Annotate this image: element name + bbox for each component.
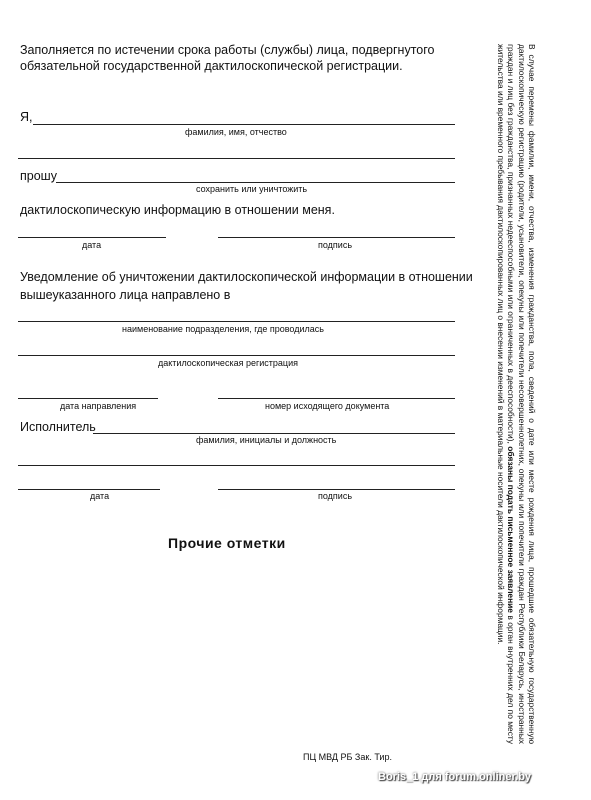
intro-line-2: обязательной государственной дактилоскопической регистрации. [20,59,403,73]
print-footer: ПЦ МВД РБ Зак. Тир. [303,752,392,762]
executor-date-line[interactable] [18,489,160,490]
executor-prefix: Исполнитель [20,420,96,434]
notice-doc-number-line[interactable] [218,398,455,399]
executor-name-caption: фамилия, инициалы и должность [196,435,337,445]
intro-line-1: Заполняется по истечении срока работы (службы) лица, подвергнутого [20,43,435,57]
notice-line-2: вышеуказанного лица направлено в [20,288,231,302]
executor-signature-line[interactable] [218,489,455,490]
other-marks-heading: Прочие отметки [168,535,286,551]
notice-send-date-caption: дата направления [60,401,137,411]
notice-unit-caption: наименование подразделения, где проводилась [122,324,324,334]
request-date-line[interactable] [18,237,166,238]
request-text: дактилоскопическую информацию в отношении меня. [20,203,335,217]
request-signature-caption: подпись [318,240,353,250]
applicant-name-caption: фамилия, имя, отчество [185,127,287,137]
notice-registration-caption: дактилоскопическая регистрация [158,358,298,368]
side-note-part-1: В случае перемены фамилии, имени, отчества, изменения гражданства, пола, сведений о дате или месте рождения лица, прошедшие обязательную государственную дактилоскопическую регистрацию (родители, усыновители, опекуны или попечители несовершеннолетних, опекуны или попечители граждан Республики Беларусь, иностранных граждан и лиц без гражданства, признанных недееспособными или ограниченных в дееспособности), [506,44,537,744]
applicant-prefix: Я, [20,110,33,124]
executor-signature-caption: подпись [318,491,353,501]
request-action-caption: сохранить или уничтожить [196,184,308,194]
notice-doc-number-caption: номер исходящего документа [265,401,390,411]
request-prefix: прошу [20,169,57,183]
side-note-bold: обязаны подать письменное заявление [506,446,517,613]
request-date-caption: дата [82,240,102,250]
notice-registration-line[interactable] [18,355,455,356]
request-signature-line[interactable] [218,237,455,238]
applicant-name-line[interactable] [33,124,455,125]
side-note [496,44,537,744]
notice-line-1: Уведомление об уничтожении дактилоскопической информации в отношении [20,270,473,284]
executor-name-line-2[interactable] [18,465,455,466]
request-action-line[interactable] [56,182,455,183]
side-note-text [496,44,537,744]
side-note-part-2: в орган внутренних дел по месту жительства или временного пребывания дактилоскопированных лиц о внесении изменений в материальные носители дактилоскопической информации. [496,44,517,745]
watermark: Boris_1 для forum.onliner.by [378,771,532,783]
executor-date-caption: дата [90,491,110,501]
notice-send-date-line[interactable] [18,398,158,399]
applicant-name-line-2[interactable] [18,158,455,159]
notice-unit-line[interactable] [18,321,455,322]
executor-name-line[interactable] [93,433,455,434]
